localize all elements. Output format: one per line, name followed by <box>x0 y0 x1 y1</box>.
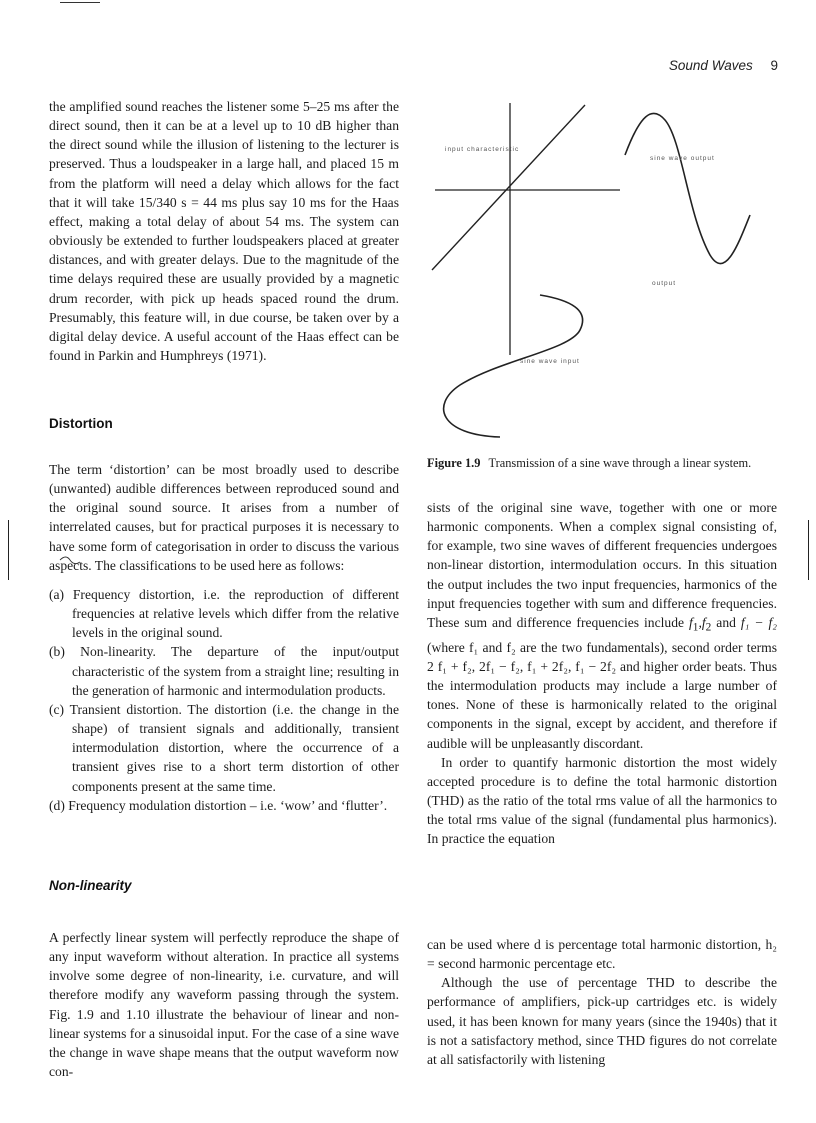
input-sine-wave <box>444 295 583 437</box>
pen-squiggle-mark <box>58 552 82 572</box>
thd-definition-paragraph: can be used where d is percentage total harmonic distortion, h₂ = second harmonic percentage etc. <box>427 937 777 972</box>
list-text: Transient distortion. The distortion (i.e. the change in the shape) of transient signals and additionally, transient intermodulation distortion, where the occurrence of a transient gives rise to a short term distortion of other components present at the same time. <box>69 701 400 794</box>
distortion-list <box>49 585 399 815</box>
f1-symbol: f <box>689 614 693 630</box>
p1-end: and higher order beats. Thus the intermodulation products may include a large number of tones. None of these is harmonically related to the original components in the signal, except by accident, and therefore if audible will be unpleasantly discordant. <box>427 658 777 751</box>
haas-paragraph: the amplified sound reaches the listener some 5–25 ms after the direct sound, then it can be at a level up to 10 dB higher than the direct sound while the illusion of listening to the lecturer is preserved. Thus a loudspeaker in a large hall, and placed 15 m from the platform will need a delay which allows for the fact that it will take 15/340 s = 44 ms plus say 10 ms for the Haas effect, making a total delay of about 54 ms. The system can obviously be extended to further loudspeakers placed at greater distances, and with greater delays. Due to the magnitude of the time delays required these are usually provided by a magnetic drum recorder, with pick up heads spaced round the drum. Presumably, this feature will, in due course, be taken over by a digital delay device. A useful account of the Haas effect can be found in Parkin and Humphreys (1971). <box>49 99 399 364</box>
distortion-heading: Distortion <box>49 416 113 431</box>
caption-label: Figure 1.9 <box>427 456 481 470</box>
thd-paragraph: In order to quantify harmonic distortion the most widely accepted procedure is to define the total harmonic distortion (THD) as the ratio of the total rms value of all the harmonics to the total rms value of the signal (fundamental plus harmonics). In practice the equation <box>427 754 777 847</box>
label-output: output <box>652 280 677 287</box>
distortion-intro: The term ‘distortion’ can be most broadly used to describe (unwanted) audible differences between reproduced sound and the original sound source. It arises from a number of interrelated causes, but for practical purposes it is necessary to have some form of categorisation in order to discuss the various aspects. The classifications to be used here as follows: <box>49 462 399 573</box>
nonlinearity-section <box>49 928 399 1081</box>
figure-1-9 <box>420 95 790 445</box>
difference-expression: f₁ − f₂ <box>740 614 777 630</box>
output-sine-wave <box>625 113 750 263</box>
nonlinearity-paragraph: A perfectly linear system will perfectly reproduce the shape of any input waveform without alteration. In practice all systems involve some degree of non-linearity, i.e. curvature, and will therefore modify any waveform passing through the system. Fig. 1.9 and 1.10 illustrate the behaviour of linear and non-linear systems for a sinusoidal input. For the case of a sine wave the change in wave shape means that the output waveform now con- <box>49 930 399 1080</box>
f1-subscript: 1 <box>692 621 699 634</box>
running-header <box>669 58 778 73</box>
f2-symbol: f <box>701 614 706 630</box>
left-column-top <box>49 97 399 365</box>
f2-subscript: 2 <box>705 621 712 634</box>
list-marker: (b) <box>49 644 65 660</box>
nonlinearity-heading: Non-linearity <box>49 878 132 893</box>
running-title: Sound Waves <box>668 58 753 73</box>
list-marker: (a) <box>49 586 65 602</box>
list-item <box>49 700 399 796</box>
top-rule <box>60 2 100 3</box>
distortion-section <box>49 460 399 815</box>
intermodulation-paragraph <box>427 498 777 753</box>
right-margin-mark <box>808 520 809 580</box>
list-item <box>49 642 399 699</box>
comma: , <box>698 614 702 630</box>
label-sine-wave-output: sine wave output <box>650 155 715 162</box>
list-text: Frequency modulation distortion – i.e. ‘wow’ and ‘flutter’. <box>68 797 388 813</box>
right-column-mid <box>427 498 777 849</box>
p1-start: sists of the original sine wave, together with one or more harmonic components. When a complex signal consisting of, for example, two sine waves of different frequencies undergoes non-linear distortion, intermodulation occurs. In this situation the output includes the two input frequencies, harmonics of the input frequencies together with sum and difference frequencies. These sum and difference frequencies include <box>427 500 777 630</box>
list-marker: (c) <box>49 701 65 717</box>
linear-characteristic-line <box>432 105 585 270</box>
label-sine-wave-input: sine wave input <box>520 358 580 365</box>
label-input-characteristic: input characteristic <box>445 146 520 153</box>
list-item <box>49 585 399 642</box>
list-item <box>49 796 399 815</box>
and-word: and <box>716 614 736 630</box>
list-text: Non-linearity. The departure of the input/output characteristic of the system from a straight line; resulting in the generation of harmonic and intermodulation products. <box>72 644 399 698</box>
caption-text: Transmission of a sine wave through a linear system. <box>488 456 752 470</box>
thd-criticism-paragraph: Although the use of percentage THD to describe the performance of amplifiers, pick-up cartridges etc. is widely used, it has been known for many years (since the 1940s) that it is not a satisfactory method, since THD figures do not correlate at all satisfactorily with listening <box>427 975 777 1067</box>
figure-caption <box>427 455 767 471</box>
right-column-bottom <box>427 935 777 1069</box>
where-clause: (where f₁ and f₂ are the two fundamentals), second order terms 2 f₁ + f₂, 2f₁ − f₂, f₁ + 2f₂, f₁ − 2f₂ <box>427 639 777 674</box>
left-margin-mark <box>8 520 9 580</box>
page-number: 9 <box>770 58 778 73</box>
list-text: Frequency distortion, i.e. the reproduction of different frequencies at relative levels which differ from the relative levels in the original sound. <box>72 586 399 641</box>
list-marker: (d) <box>49 797 65 813</box>
